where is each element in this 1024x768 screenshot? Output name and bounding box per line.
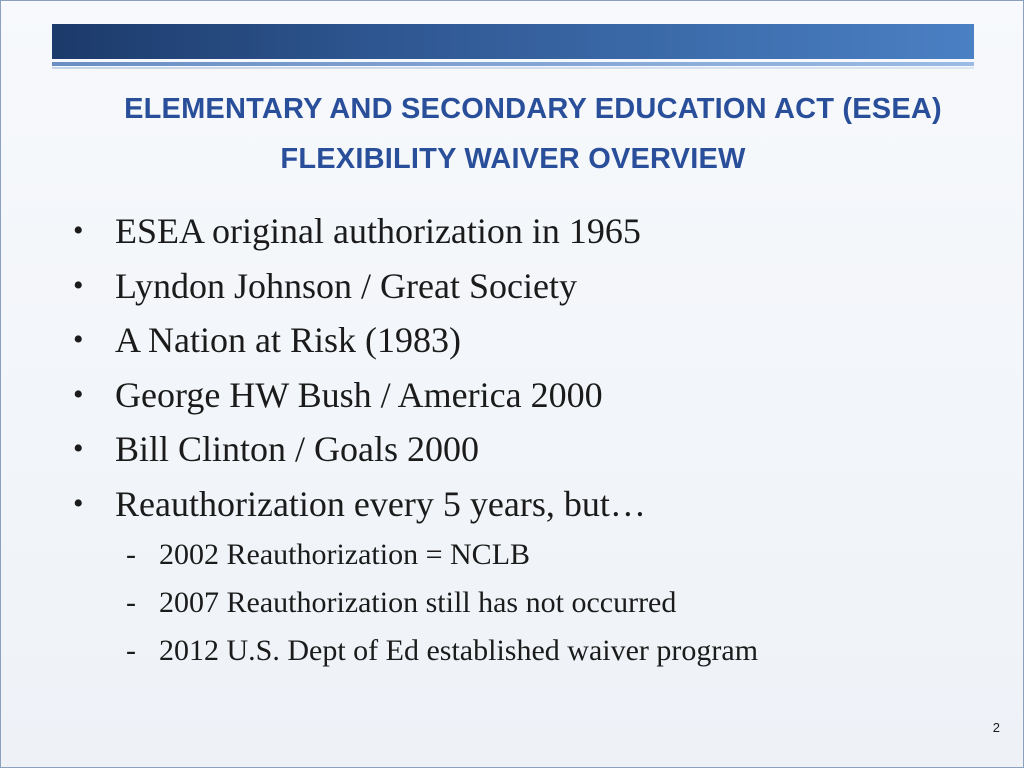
bullet-text: Lyndon Johnson / Great Society [115,265,577,306]
bullet-icon: • [73,486,84,520]
dash-icon: - [126,538,136,571]
bullet-item [73,479,646,534]
slide-title-line-2: FLEXIBILITY WAIVER OVERVIEW [280,143,746,175]
sub-bullet-item [126,629,758,677]
bullet-icon: • [73,214,84,247]
bullet-icon: • [73,268,84,302]
header-bar [52,24,974,59]
bullet-icon: • [73,323,84,356]
bullet-icon: • [73,377,84,411]
bullet-text: A Nation at Risk (1983) [115,320,461,360]
bullet-icon: • [73,432,84,465]
slide-title-line-1: ELEMENTARY AND SECONDARY EDUCATION ACT (ESEA) [124,93,942,125]
sub-bullet-text: 2002 Reauthorization = NCLB [159,538,531,571]
sub-bullet-item [126,581,758,629]
header-rule-thin [52,67,974,69]
dash-icon: - [126,634,136,667]
bullet-text: ESEA original authorization in 1965 [115,211,641,251]
bullet-item [73,424,646,479]
bullet-text: George HW Bush / America 2000 [115,374,603,415]
header-rule [52,62,974,66]
bullet-item [73,206,646,261]
dash-icon: - [126,586,136,619]
sub-bullet-text: 2007 Reauthorization still has not occurred [159,586,677,619]
sub-bullet-list [126,533,758,677]
page-number: 2 [992,720,1000,735]
bullet-item [73,261,646,316]
sub-bullet-item [126,533,758,581]
bullet-text: Reauthorization every 5 years, but… [115,483,646,524]
sub-bullet-text: 2012 U.S. Dept of Ed established waiver program [159,634,759,667]
bullet-text: Bill Clinton / Goals 2000 [115,429,480,469]
bullet-list [73,206,646,533]
bullet-item [73,315,646,370]
bullet-item [73,370,646,425]
